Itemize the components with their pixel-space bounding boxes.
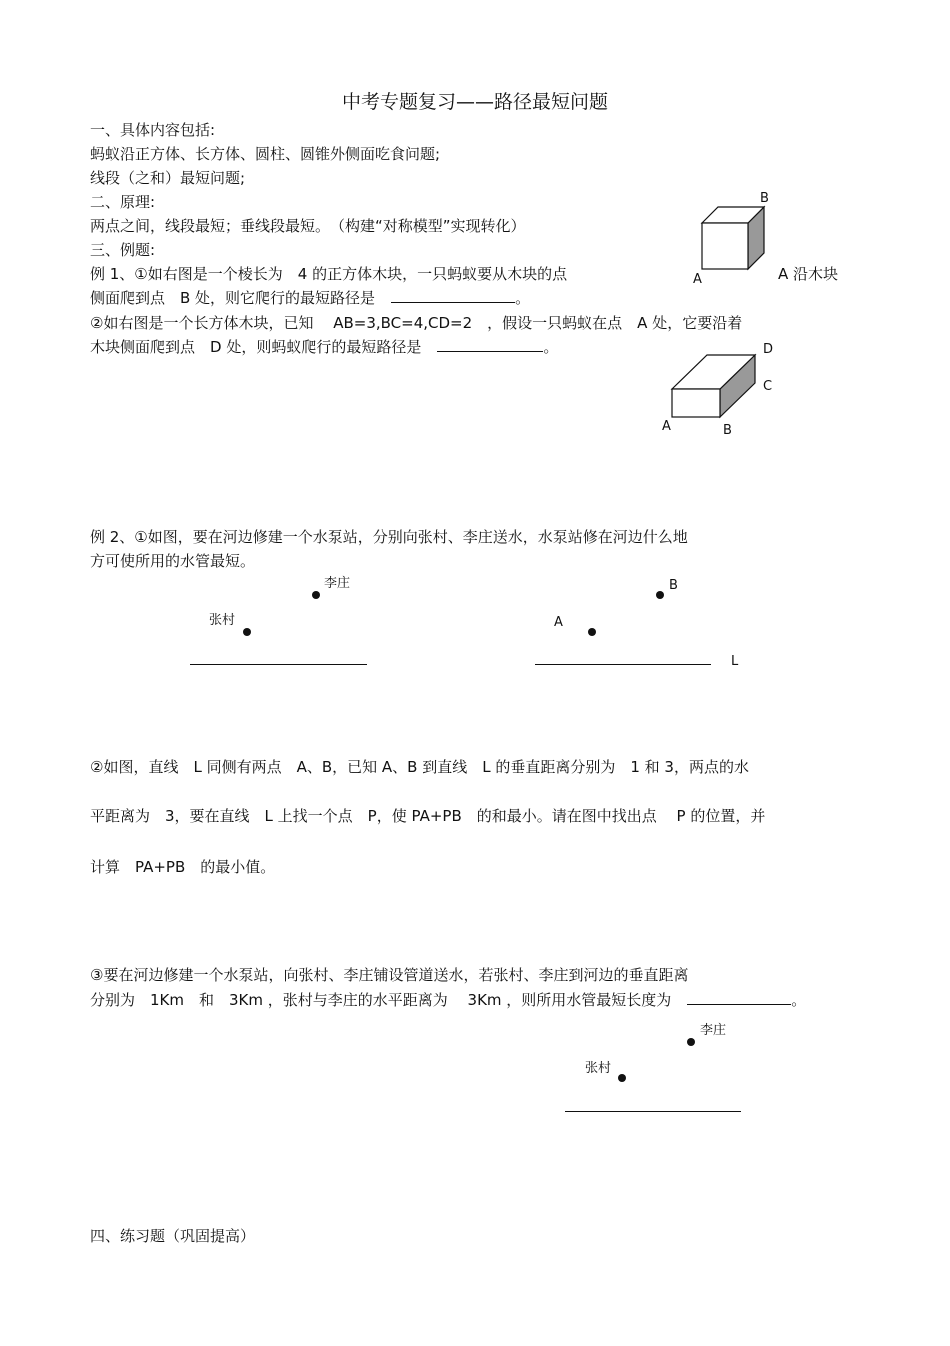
section1-item1: 蚂蚁沿正方体、长方体、圆柱、圆锥外侧面吃食问题; (90, 145, 441, 163)
box-label-a: A (662, 419, 671, 434)
box-front-face (672, 389, 720, 417)
example2-q3-line1: ③要在河边修建一个水泵站，向张村、李庄铺设管道送水，若张村、李庄到河边的垂直距离 (90, 966, 689, 984)
cube-label-b: B (760, 191, 769, 206)
example2-q2-line3: 计算 PA+PB 的最小值。 (90, 858, 276, 876)
period: 。 (543, 338, 559, 356)
fig3-label-li: 李庄 (700, 1023, 727, 1038)
fig3-point-li (687, 1038, 695, 1046)
cube-figure (700, 205, 770, 275)
cube-front-face (702, 223, 748, 269)
cube-label-a: A (693, 272, 702, 287)
example2-q1-line2: 方可使所用的水管最短。 (90, 552, 256, 570)
example2-q2-line1: ②如图，直线 L 同侧有两点 A、B，已知 A、B 到直线 L 的垂直距离分别为 1 和 3，两点的水 (90, 758, 749, 776)
period: 。 (791, 991, 807, 1009)
example1-q2-line2 (90, 337, 558, 357)
example1-q2-line2-text: 木块侧面爬到点 D 处，则蚂蚁爬行的最短路径是 (90, 338, 422, 356)
fig2-label-a: A (554, 615, 563, 630)
fig2-point-a (588, 628, 596, 636)
example1-q2-line1: ②如右图是一个长方体木块，已知 AB=3,BC=4,CD=2 ，假设一只蚂蚁在点 A 处，它要沿着 (90, 314, 743, 332)
example1-q1-line2-text: 侧面爬到点 B 处，则它爬行的最短路径是 (90, 289, 376, 307)
fig1-label-li: 李庄 (324, 576, 351, 591)
fig1-point-li (312, 591, 320, 599)
example2-q3-line2 (90, 990, 806, 1010)
fig1-river-line (190, 664, 367, 665)
box-label-c: C (763, 379, 773, 394)
section4-heading: 四、练习题（巩固提高） (90, 1227, 256, 1245)
answer-blank[interactable] (687, 990, 791, 1005)
section1-item2: 线段（之和）最短问题; (90, 169, 246, 187)
fig3-point-zhang (618, 1074, 626, 1082)
box-label-b: B (723, 423, 732, 438)
fig2-point-b (656, 591, 664, 599)
example1-q1-line2 (90, 288, 530, 308)
section2-heading: 二、原理: (90, 193, 156, 211)
fig2-line-l (535, 664, 711, 665)
box-figure (670, 353, 760, 423)
fig3-label-zhang: 张村 (585, 1061, 612, 1076)
example2-q1-line1: 例 2、①如图，要在河边修建一个水泵站，分别向张村、李庄送水，水泵站修在河边什么地 (90, 528, 688, 546)
fig2-label-l: L (731, 654, 739, 669)
fig1-label-zhang: 张村 (209, 613, 236, 628)
example1-q1-line1-tail: A 沿木块 (778, 265, 839, 283)
fig2-label-b: B (669, 578, 678, 593)
example1-q1-line1: 例 1、①如右图是一个棱长为 4 的正方体木块，一只蚂蚁要从木块的点 (90, 265, 568, 283)
answer-blank[interactable] (437, 337, 543, 352)
section1-heading: 一、具体内容包括: (90, 121, 216, 139)
section2-text: 两点之间，线段最短；垂线段最短。 （构建“对称模型”实现转化） (90, 217, 526, 235)
period: 。 (515, 289, 531, 307)
page-title: 中考专题复习——路径最短问题 (341, 91, 608, 113)
fig3-river-line (565, 1111, 741, 1112)
answer-blank[interactable] (391, 288, 515, 303)
example2-q3-line2-text: 分别为 1Km 和 3Km ，张村与李庄的水平距离为 3Km ，则所用水管最短长度为 (90, 991, 672, 1009)
example2-q2-line2: 平距离为 3，要在直线 L 上找一个点 P，使 PA+PB 的和最小。请在图中找出点 P 的位置，并 (90, 807, 766, 825)
box-label-d: D (763, 342, 774, 357)
section3-heading: 三、例题: (90, 241, 156, 259)
fig1-point-zhang (243, 628, 251, 636)
